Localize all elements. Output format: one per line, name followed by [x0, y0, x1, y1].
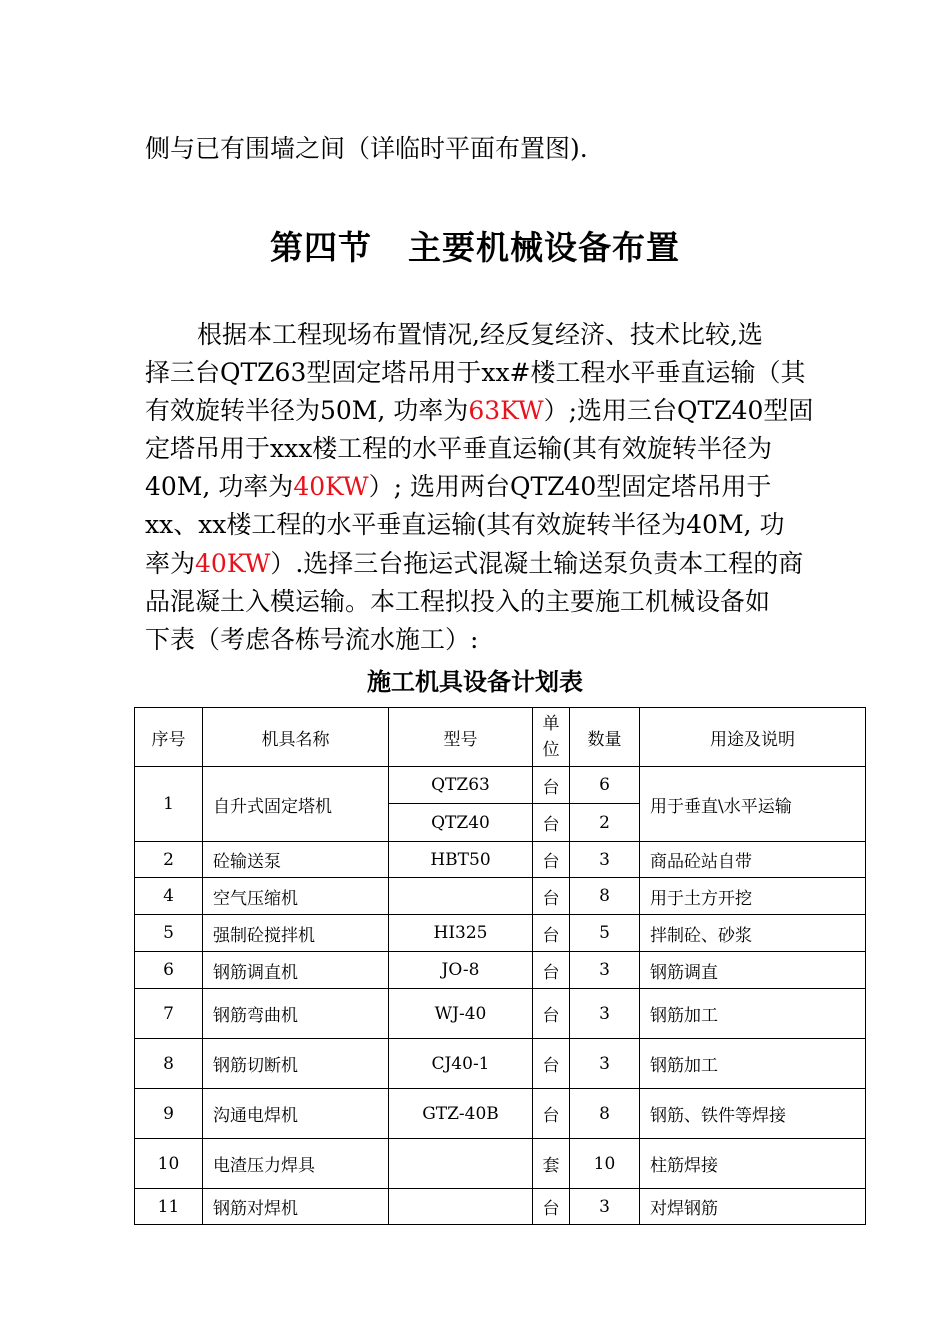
cell-usage: 商品砼站自带 [640, 842, 866, 878]
cell-name: 钢筋切断机 [203, 1039, 389, 1089]
cell-name: 沟通电焊机 [203, 1089, 389, 1139]
cell-usage: 拌制砼、砂浆 [640, 915, 866, 952]
cell-name: 砼输送泵 [203, 842, 389, 878]
header-qty: 数量 [570, 708, 640, 767]
cell-name: 钢筋对焊机 [203, 1189, 389, 1225]
header-name: 机具名称 [203, 708, 389, 767]
table-row [135, 842, 866, 878]
section-number: 第四节 [270, 228, 372, 267]
cell-unit: 台 [533, 804, 570, 842]
cell-usage: 对焊钢筋 [640, 1189, 866, 1225]
cell-no: 5 [135, 915, 203, 952]
paragraph-line-5 [145, 470, 805, 504]
table-row [135, 1039, 866, 1089]
cell-name: 强制砼搅拌机 [203, 915, 389, 952]
paragraph-text: 有效旋转半径为50M, 功率为 [145, 396, 469, 425]
cell-model: GTZ-40B [389, 1089, 533, 1139]
cell-model: JO-8 [389, 952, 533, 989]
section-heading [0, 224, 950, 272]
cell-usage: 钢筋加工 [640, 1039, 866, 1089]
cell-model: HBT50 [389, 842, 533, 878]
header-unit: 单位 [533, 708, 570, 767]
cell-qty: 5 [570, 915, 640, 952]
table-row [135, 878, 866, 915]
cell-qty: 3 [570, 1189, 640, 1225]
cell-unit: 台 [533, 915, 570, 952]
cell-unit: 台 [533, 842, 570, 878]
continuation-text: 侧与已有围墙之间（详临时平面布置图). [145, 134, 588, 163]
cell-unit: 台 [533, 989, 570, 1039]
cell-unit: 台 [533, 1189, 570, 1225]
cell-no: 7 [135, 989, 203, 1039]
cell-name: 自升式固定塔机 [203, 767, 389, 842]
table-row [135, 1189, 866, 1225]
header-usage: 用途及说明 [640, 708, 866, 767]
cell-unit: 台 [533, 767, 570, 804]
paragraph-line-3 [145, 394, 814, 428]
cell-name: 空气压缩机 [203, 878, 389, 915]
cell-model: HI325 [389, 915, 533, 952]
paragraph-text: ）.选择三台拖运式混凝土输送泵负责本工程的商 [270, 549, 804, 578]
paragraph-text: ）;选用三台QTZ40型固 [543, 396, 814, 425]
cell-unit: 台 [533, 878, 570, 915]
cell-name: 钢筋弯曲机 [203, 989, 389, 1039]
power-value-highlight: 40KW [195, 549, 271, 578]
cell-usage: 钢筋调直 [640, 952, 866, 989]
cell-unit: 台 [533, 1039, 570, 1089]
cell-no: 1 [135, 767, 203, 842]
table-header-row [135, 708, 866, 767]
cell-qty: 8 [570, 878, 640, 915]
paragraph-line-7 [145, 547, 805, 581]
cell-unit: 台 [533, 952, 570, 989]
paragraph-line-6: xx、xx楼工程的水平垂直运输(其有效旋转半径为40M, 功 [145, 510, 785, 539]
table-caption: 施工机具设备计划表 [367, 667, 583, 696]
cell-model: QTZ40 [389, 804, 533, 842]
table-row [135, 1089, 866, 1139]
equipment-table [134, 707, 866, 1225]
cell-qty: 3 [570, 989, 640, 1039]
cell-usage: 钢筋加工 [640, 989, 866, 1039]
cell-usage: 柱筋焊接 [640, 1139, 866, 1189]
cell-no: 4 [135, 878, 203, 915]
cell-model: QTZ63 [389, 767, 533, 804]
paragraph-line-8: 品混凝土入模运输。本工程拟投入的主要施工机械设备如 [145, 587, 771, 616]
cell-qty: 3 [570, 1039, 640, 1089]
table-row [135, 1139, 866, 1189]
cell-qty: 2 [570, 804, 640, 842]
cell-qty: 10 [570, 1139, 640, 1189]
cell-qty: 3 [570, 842, 640, 878]
cell-no: 9 [135, 1089, 203, 1139]
paragraph-text: 40M, 功率为 [145, 472, 294, 501]
cell-usage: 用于土方开挖 [640, 878, 866, 915]
cell-no: 8 [135, 1039, 203, 1089]
power-value-highlight: 40KW [293, 472, 369, 501]
cell-qty: 3 [570, 952, 640, 989]
cell-qty: 6 [570, 767, 640, 804]
paragraph-line-2: 择三台QTZ63型固定塔吊用于xx#楼工程水平垂直运输（其 [145, 358, 806, 387]
paragraph-text: ）; 选用两台QTZ40型固定塔吊用于 [368, 472, 772, 501]
header-no: 序号 [135, 708, 203, 767]
cell-model [389, 1189, 533, 1225]
table-row [135, 952, 866, 989]
section-title: 主要机械设备布置 [408, 228, 680, 267]
paragraph-line-1: 根据本工程现场布置情况,经反复经济、技术比较,选 [197, 320, 763, 349]
paragraph-line-4: 定塔吊用于xxx楼工程的水平垂直运输(其有效旋转半径为 [145, 434, 773, 463]
cell-usage: 用于垂直\水平运输 [640, 767, 866, 842]
paragraph-text: 率为 [145, 549, 196, 578]
cell-no: 6 [135, 952, 203, 989]
cell-unit: 套 [533, 1139, 570, 1189]
cell-no: 2 [135, 842, 203, 878]
cell-model [389, 1139, 533, 1189]
cell-model: WJ-40 [389, 989, 533, 1039]
table-row [135, 915, 866, 952]
cell-no: 10 [135, 1139, 203, 1189]
table-row [135, 767, 866, 804]
cell-unit: 台 [533, 1089, 570, 1139]
table-row [135, 989, 866, 1039]
power-value-highlight: 63KW [468, 396, 544, 425]
header-model: 型号 [389, 708, 533, 767]
cell-model [389, 878, 533, 915]
cell-name: 电渣压力焊具 [203, 1139, 389, 1189]
cell-name: 钢筋调直机 [203, 952, 389, 989]
paragraph-line-9: 下表（考虑各栋号流水施工）: [145, 625, 479, 654]
cell-qty: 8 [570, 1089, 640, 1139]
cell-no: 11 [135, 1189, 203, 1225]
cell-usage: 钢筋、铁件等焊接 [640, 1089, 866, 1139]
cell-model: CJ40-1 [389, 1039, 533, 1089]
